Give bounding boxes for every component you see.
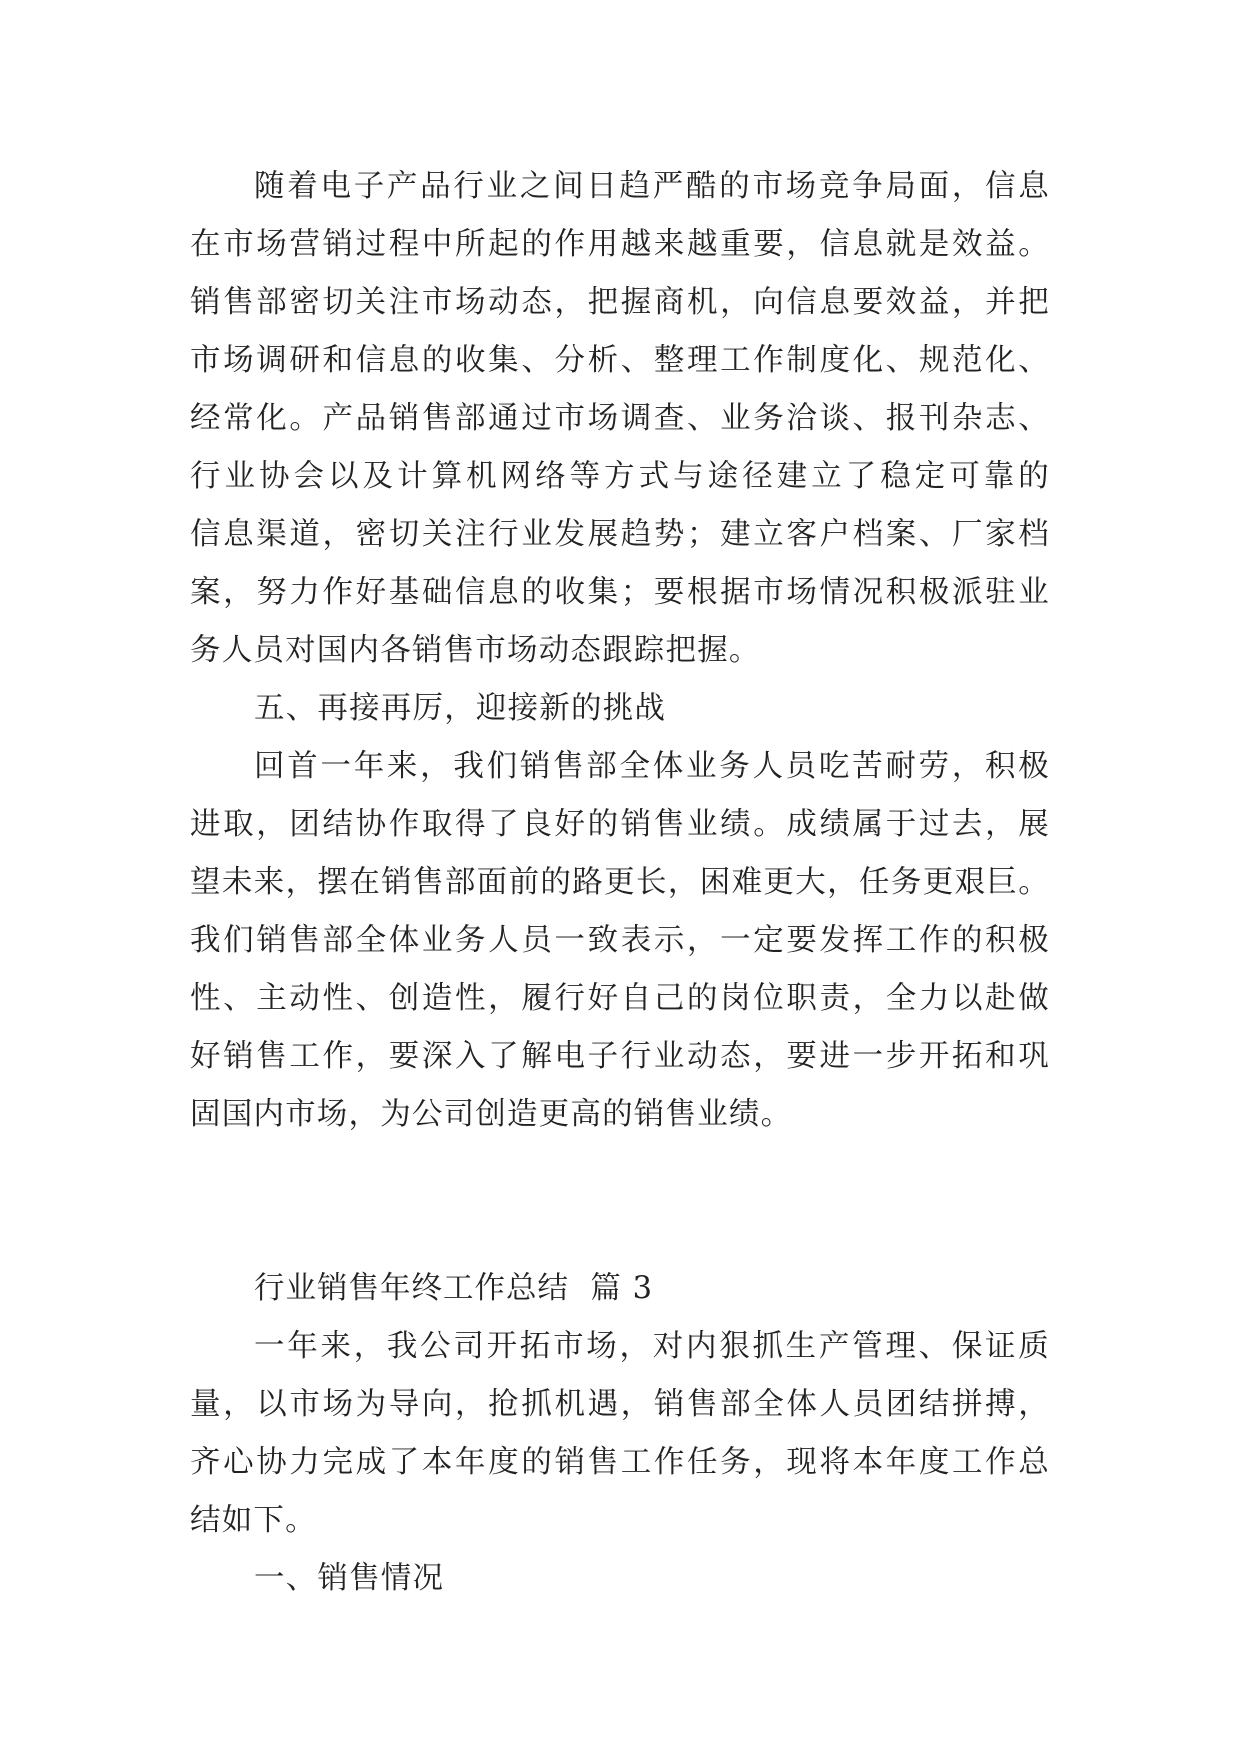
text-line: 随着电子产品行业之间日趋严酷的市场竞争局面，信息 bbox=[254, 169, 1050, 204]
document-page bbox=[190, 158, 1050, 1608]
text-line: 务人员对国内各销售市场动态跟踪把握。 bbox=[190, 633, 761, 668]
paragraph-information-value bbox=[190, 158, 1050, 680]
text-line: 一年来，我公司开拓市场，对内狠抓生产管理、保证质 bbox=[254, 1329, 1050, 1364]
text-line: 齐心协力完成了本年度的销售工作任务，现将本年度工作总 bbox=[190, 1445, 1050, 1480]
section-spacer bbox=[190, 1144, 1050, 1260]
text-line: 销售部密切关注市场动态，把握商机，向信息要效益，并把 bbox=[190, 285, 1050, 320]
paragraph-looking-back bbox=[190, 738, 1050, 1144]
text-line: 望未来，摆在销售部面前的路更长，困难更大，任务更艰巨。 bbox=[190, 865, 1050, 900]
text-line: 我们销售部全体业务人员一致表示，一定要发挥工作的积极 bbox=[190, 923, 1050, 958]
text-line: 量，以市场为导向，抢抓机遇，销售部全体人员团结拼搏， bbox=[190, 1387, 1050, 1422]
text-line: 结如下。 bbox=[190, 1503, 317, 1538]
text-line: 性、主动性、创造性，履行好自己的岗位职责，全力以赴做 bbox=[190, 981, 1050, 1016]
section-title: 行业销售年终工作总结 篇 3 bbox=[254, 1271, 653, 1306]
text-line: 在市场营销过程中所起的作用越来越重要，信息就是效益。 bbox=[190, 227, 1050, 262]
text-line: 市场调研和信息的收集、分析、整理工作制度化、规范化、 bbox=[190, 343, 1050, 378]
text-line: 回首一年来，我们销售部全体业务人员吃苦耐劳，积极 bbox=[254, 749, 1050, 784]
heading-sales-situation: 一、销售情况 bbox=[254, 1561, 445, 1596]
text-line: 行业协会以及计算机网络等方式与途径建立了稳定可靠的 bbox=[190, 459, 1050, 494]
paragraph-year-overview bbox=[190, 1318, 1050, 1550]
text-line: 进取，团结协作取得了良好的销售业绩。成绩属于过去，展 bbox=[190, 807, 1050, 842]
text-line: 固国内市场，为公司创造更高的销售业绩。 bbox=[190, 1097, 793, 1132]
text-line: 信息渠道，密切关注行业发展趋势；建立客户档案、厂家档 bbox=[190, 517, 1050, 552]
text-line: 经常化。产品销售部通过市场调查、业务洽谈、报刊杂志、 bbox=[190, 401, 1050, 436]
heading-new-challenges: 五、再接再厉，迎接新的挑战 bbox=[254, 691, 667, 726]
text-line: 好销售工作，要深入了解电子行业动态，要进一步开拓和巩 bbox=[190, 1039, 1050, 1074]
text-line: 案，努力作好基础信息的收集；要根据市场情况积极派驻业 bbox=[190, 575, 1050, 610]
